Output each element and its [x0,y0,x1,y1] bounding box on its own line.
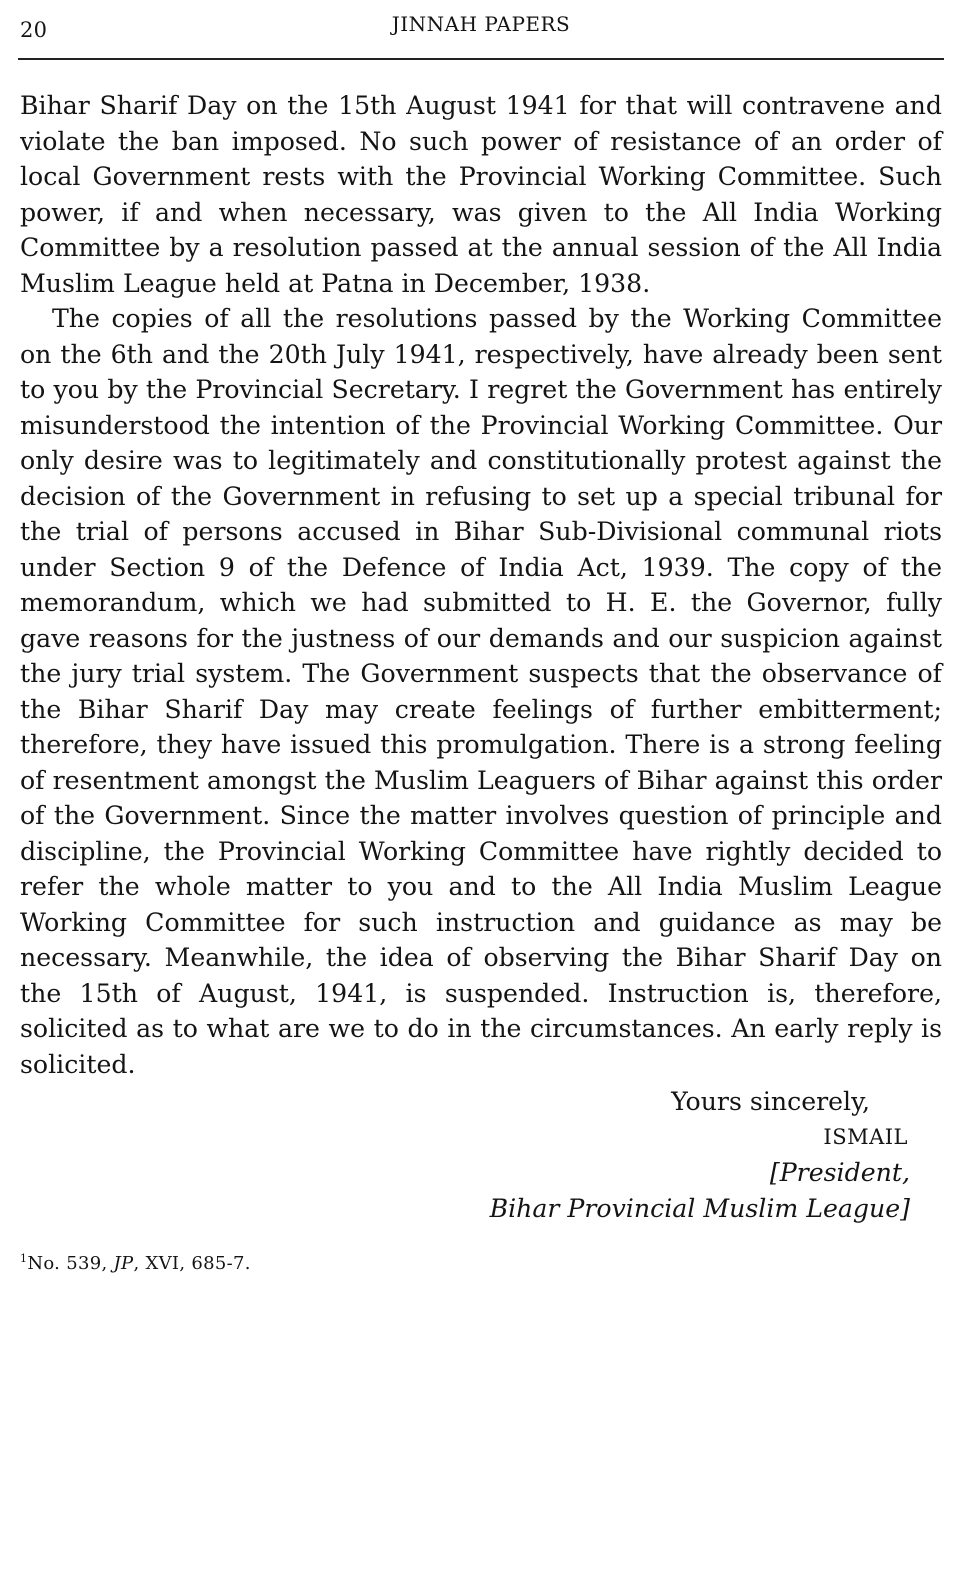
signatory-organization: Bihar Provincial Muslim League] [489,1193,910,1223]
header-rule [18,58,944,60]
footnote [20,1252,251,1274]
footnote-number: No. 539, [27,1253,114,1274]
footnote-volume: , XVI, 685-7. [133,1253,251,1274]
body-paragraph: Bihar Sharif Day on the 15th August 1941 for that will contravene and violate the ban imposed. No such power of resistance of an order of local Government rests with the Provincial Working Committee. Such power, if and when necessary, was given to the All India Working Committee by a resolution passed at the annual session of the All India Muslim League held at Patna in December, 1938. [20,91,942,298]
footnote-marker: 1 [20,1252,28,1265]
body-paragraph: The copies of all the resolutions passed by the Working Committee on the 6th and the 20th July 1941, respectively, have already been sent to you by the Provincial Secretary. I regret the Government has entirely misunderstood the intention of the Provincial Working Committee. Our only desire was to legitimately and constitutionally protest against the decision of the Government in refusing to set up a special tribunal for the trial of persons accused in Bihar Sub-Divisional communal riots under Section 9 of the Defence of India Act, 1939. The copy of the memorandum, which we had submitted to H. E. the Governor, fully gave reasons for the justness of our demands and our suspicion against the jury trial system. The Government suspects that the observance of the Bihar Sharif Day may create feelings of further embitterment; therefore, they have issued this promulgation. There is a strong feeling of resentment amongst the Muslim Leaguers of Bihar against this order of the Government. Since the matter involves question of principle and discipline, the Provincial Working Committee have rightly decided to refer the whole matter to you and to the All India Muslim League Working Committee for such instruction and guidance as may be necessary. Meanwhile, the idea of observing the Bihar Sharif Day on the 15th of August, 1941, is suspended. Instruction is, therefore, solicited as to what are we to do in the circumstances. An early reply is solicited. [20,304,942,1079]
running-head: JINNAH PAPERS [391,12,571,36]
signatory-title: [President, [769,1158,910,1187]
valediction: Yours sincerely, [671,1087,870,1116]
footnote-source: JP [113,1253,134,1274]
letter-body [20,88,942,1082]
page-header [20,10,942,50]
letter-closing [490,1084,910,1226]
page-number: 20 [20,18,48,42]
signatory-name: ISMAIL [823,1124,908,1149]
